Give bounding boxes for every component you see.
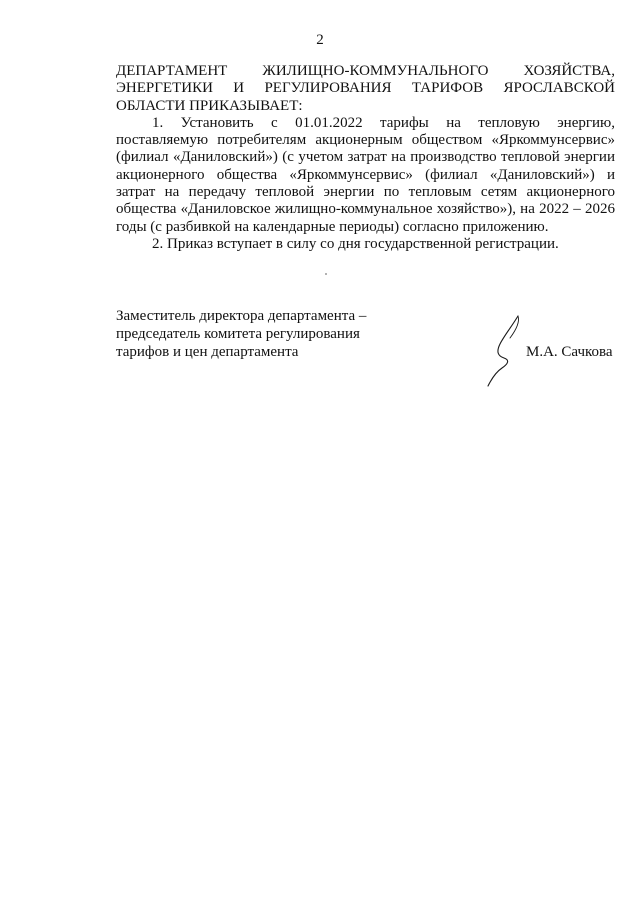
signer-title-line: тарифов и цен департамента <box>116 344 299 360</box>
handwritten-signature <box>480 312 530 388</box>
signer-title <box>116 307 406 361</box>
order-item-2: 2. Приказ вступает в силу со дня государственной регистрации. <box>152 235 559 252</box>
order-heading: ДЕПАРТАМЕНТ ЖИЛИЩНО-КОММУНАЛЬНОГО ХОЗЯЙСТВА, ЭНЕРГЕТИКИ И РЕГУЛИРОВАНИЯ ТАРИФОВ ЯРОСЛАВСКОЙ ОБЛАСТИ ПРИКАЗЫВАЕТ: <box>116 63 615 114</box>
page-number: 2 <box>316 32 324 48</box>
signer-title-line: Заместитель директора департамента – <box>116 308 367 324</box>
document-body <box>116 63 615 253</box>
signer-title-line: председатель комитета регулирования <box>116 326 360 342</box>
signer-name: М.А. Сачкова <box>526 344 613 360</box>
order-item-1: 1. Установить с 01.01.2022 тарифы на тепловую энергию, поставляемую потребителям акционерным обществом «Яркоммунсервис» (филиал «Даниловский») (с учетом затрат на производство тепловой энергии акционерного общества «Яркоммунсервис» (филиал «Даниловский») и затрат на передачу тепловой энергии по тепловым сетям акционерного общества «Даниловское жилищно-коммунальное хозяйство»), на 2022 – 2026 годы (с разбивкой на календарные периоды) согласно приложению. <box>116 114 615 235</box>
stray-dot <box>325 273 327 275</box>
